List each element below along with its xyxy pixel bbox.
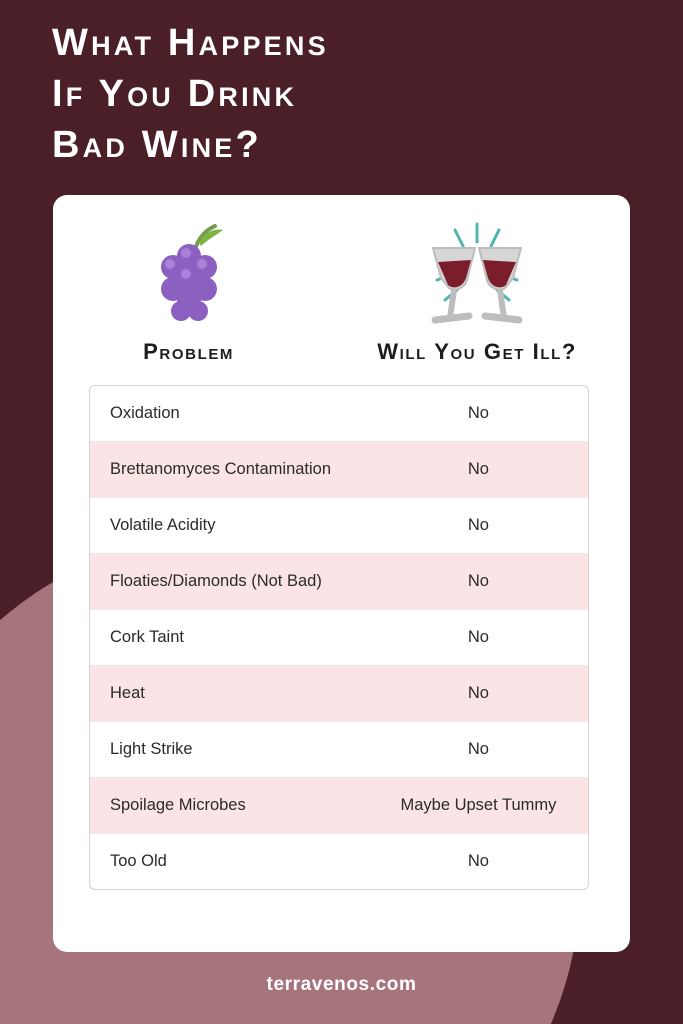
cell-problem: Light Strike bbox=[110, 740, 193, 758]
grapes-icon bbox=[143, 213, 235, 333]
cell-answer: No bbox=[467, 740, 489, 758]
clinking-wine-glasses-icon bbox=[397, 213, 557, 333]
table-row bbox=[90, 778, 588, 834]
cell-answer: No bbox=[467, 684, 489, 702]
cell-problem: Spoilage Microbes bbox=[110, 796, 246, 814]
info-card bbox=[53, 195, 630, 952]
cell-answer: No bbox=[467, 460, 489, 478]
cell-answer: No bbox=[467, 404, 489, 422]
cell-problem: Heat bbox=[110, 684, 145, 702]
problems-table bbox=[89, 385, 589, 890]
cell-answer: Maybe Upset Tummy bbox=[400, 796, 557, 814]
cell-problem: Too Old bbox=[110, 852, 167, 870]
cell-answer: No bbox=[467, 516, 489, 534]
cell-answer: No bbox=[467, 572, 489, 590]
header-label-problem: Problem bbox=[143, 339, 235, 364]
table-row bbox=[90, 666, 588, 722]
table-row bbox=[90, 610, 588, 666]
cell-problem: Oxidation bbox=[110, 404, 180, 422]
header-column-answer bbox=[324, 213, 630, 365]
table-row bbox=[90, 554, 588, 610]
cell-answer: No bbox=[467, 628, 489, 646]
cell-problem: Volatile Acidity bbox=[110, 516, 216, 534]
site-watermark: terravenos.com bbox=[266, 974, 417, 995]
cell-answer: No bbox=[467, 852, 489, 870]
table-row bbox=[90, 834, 588, 889]
cell-problem: Floaties/Diamonds (Not Bad) bbox=[110, 572, 322, 590]
table-row bbox=[90, 386, 588, 442]
title-line-3: Bad Wine? bbox=[52, 124, 262, 166]
title-line-2: If You Drink bbox=[52, 73, 298, 115]
header-column-problem bbox=[53, 213, 324, 365]
header-label-answer: Will You Get Ill? bbox=[377, 339, 577, 364]
table-row bbox=[90, 442, 588, 498]
table-header bbox=[53, 195, 630, 365]
cell-problem: Brettanomyces Contamination bbox=[110, 460, 332, 478]
table-row bbox=[90, 498, 588, 554]
title-line-1: What Happens bbox=[52, 22, 329, 64]
page-title bbox=[52, 18, 652, 171]
cell-problem: Cork Taint bbox=[110, 628, 184, 646]
table-row bbox=[90, 722, 588, 778]
